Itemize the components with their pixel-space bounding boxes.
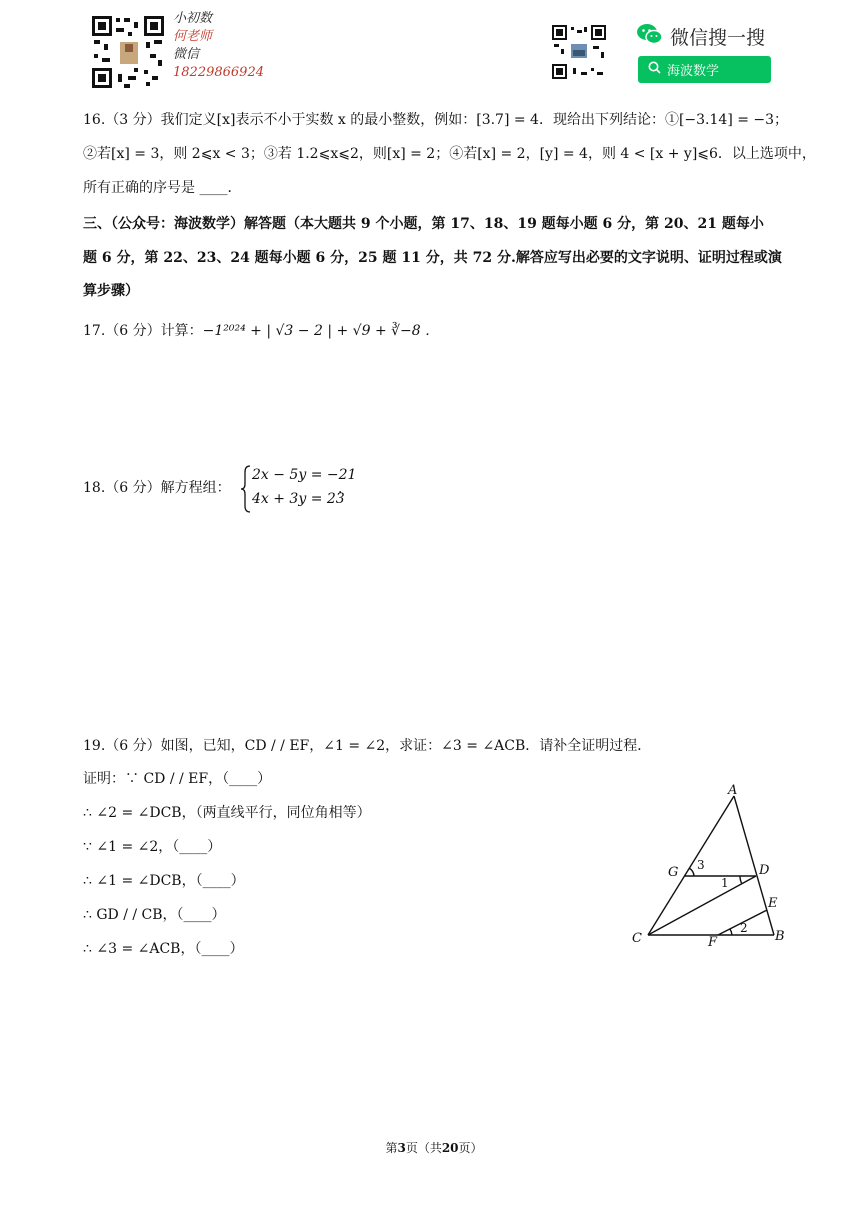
search-icon bbox=[648, 61, 661, 78]
q18-eq1: 2x − 5y = −21 bbox=[252, 467, 357, 483]
wechat-search-title bbox=[636, 22, 765, 51]
section3-line2: 题 6 分，第 22、23、24 题每小题 6 分，25 题 11 分，共 72 分.解答应写出必要的文字说明、证明过程或演 bbox=[83, 250, 782, 266]
footer-total-pages: 20 bbox=[441, 1141, 459, 1155]
q19-proof-5: ∴ GD / / CB，（____） bbox=[83, 907, 226, 923]
label-a: A bbox=[728, 783, 738, 798]
q19-stem: 19.（6 分）如图，已知，CD / / EF，∠1 = ∠2，求证：∠3 = ∠ACB．请补全证明过程． bbox=[83, 738, 652, 754]
label-angle-2: 2 bbox=[740, 921, 748, 935]
q17-expression: −1²⁰²⁴ + | √3 − 2 | + √9 + ∛−8 ． bbox=[202, 323, 440, 339]
label-f: F bbox=[708, 935, 718, 950]
label-angle-3: 3 bbox=[697, 858, 705, 872]
q19-proof-1: 证明：∵ CD / / EF，（____） bbox=[83, 771, 272, 787]
q19-proof-3: ∵ ∠1 = ∠2，（____） bbox=[83, 839, 222, 855]
angle-2-arc bbox=[730, 929, 732, 935]
contact-info bbox=[173, 10, 264, 82]
q18-prefix: 18.（6 分）解方程组： bbox=[83, 480, 231, 496]
angle-1-arc bbox=[740, 876, 742, 884]
q16-line1: 16.（3 分）我们定义[x]表示不小于实数 x 的最小整数，例如：[3.7] = 4．现给出下列结论：①[−3.14] = −3； bbox=[83, 112, 789, 128]
q18-brace bbox=[240, 464, 252, 518]
contact-line3: 微信 bbox=[173, 47, 200, 62]
q16-line3: 所有正确的序号是 ____． bbox=[83, 180, 242, 196]
label-d: D bbox=[759, 863, 770, 878]
q19-proof-2: ∴ ∠2 = ∠DCB，（两直线平行，同位角相等） bbox=[83, 805, 371, 821]
contact-line2: 何老师 bbox=[173, 29, 213, 44]
page-footer bbox=[0, 1139, 868, 1156]
contact-phone: 18229866924 bbox=[173, 65, 264, 80]
q19-proof-4: ∴ ∠1 = ∠DCB，（____） bbox=[83, 873, 245, 889]
segment-ac bbox=[648, 796, 734, 935]
wechat-label: 微信搜一搜 bbox=[670, 27, 766, 49]
footer-page-number: 3 bbox=[397, 1141, 406, 1155]
q18-eq2: 4x + 3y = 23 bbox=[252, 491, 345, 507]
section3-line1: 三、（公众号：海波数学）解答题（本大题共 9 个小题，第 17、18、19 题每小题 6 分，第 20、21 题每小 bbox=[83, 216, 764, 232]
label-e: E bbox=[768, 896, 778, 911]
q17 bbox=[83, 321, 439, 341]
q18-end: ． bbox=[338, 481, 352, 497]
section3-line3: 算步骤） bbox=[83, 283, 139, 299]
contact-line1: 小初数 bbox=[173, 11, 213, 26]
footer-post: 页） bbox=[458, 1141, 483, 1155]
qr-code-right bbox=[551, 24, 607, 80]
qr-code-left bbox=[90, 14, 166, 90]
q19-proof-6: ∴ ∠3 = ∠ACB，（____） bbox=[83, 941, 244, 957]
footer-mid: 页（共 bbox=[405, 1141, 442, 1155]
angle-3-arc bbox=[689, 868, 694, 876]
geometry-figure bbox=[620, 780, 800, 955]
wechat-search-box[interactable] bbox=[638, 56, 771, 83]
q17-prefix: 17.（6 分）计算： bbox=[83, 323, 203, 339]
label-b: B bbox=[775, 929, 785, 944]
label-c: C bbox=[632, 931, 642, 946]
label-g: G bbox=[668, 865, 679, 880]
footer-pre: 第 bbox=[385, 1141, 398, 1155]
label-angle-1: 1 bbox=[721, 876, 729, 890]
q16-line2: ②若[x] = 3，则 2⩽x < 3；③若 1.2⩽x⩽2，则[x] = 2；④若[x] = 2，[y] = 4，则 4 < [x + y]⩽6．以上选项中， bbox=[83, 146, 816, 162]
search-text: 海波数学 bbox=[667, 64, 720, 79]
wechat-icon bbox=[636, 22, 664, 51]
